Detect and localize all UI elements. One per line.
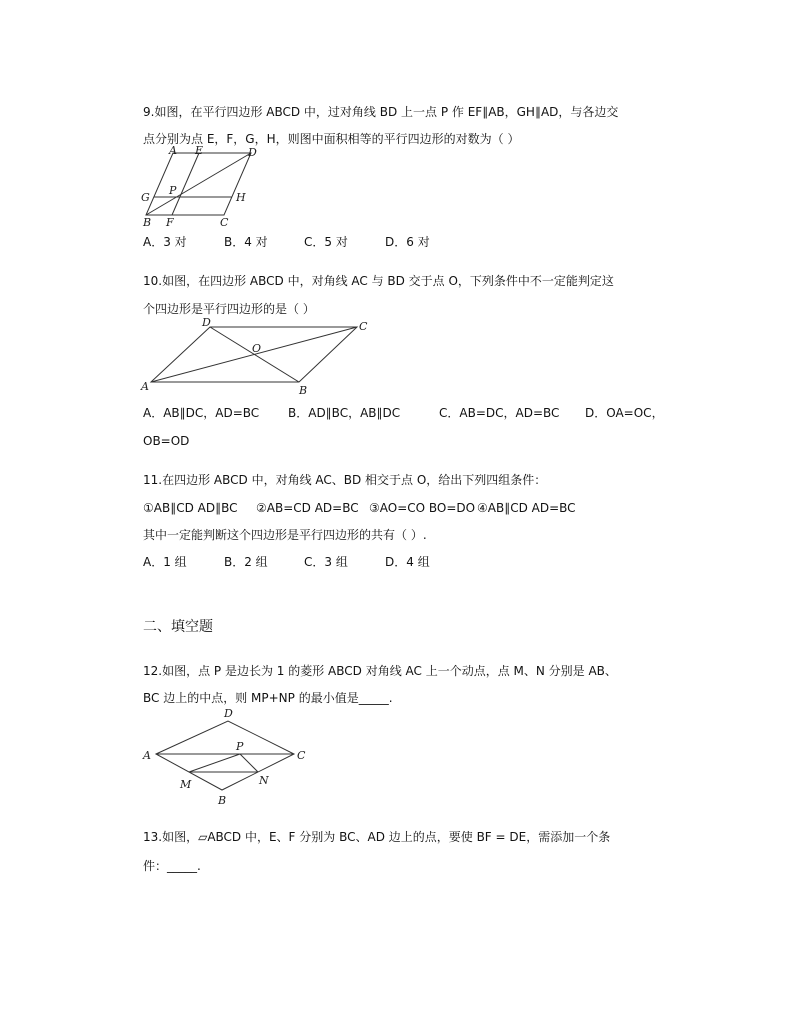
q9-label-d: D [248,146,257,159]
q10-option-a[interactable]: A．AB∥DC，AD=BC [143,406,260,420]
q12-text-line1: 12.如图，点 P 是边长为 1 的菱形 ABCD 对角线 AC 上一个动点，点 M、N 分别是 AB、 [143,664,617,678]
q12-segment-pn [240,754,258,772]
q10-label-b: B [299,384,308,397]
q9-diagonal-bd [146,153,251,215]
q9-label-b: B [143,216,152,229]
q9-label-p: P [169,184,177,197]
q12-figure [138,702,318,810]
q10-option-d-cont: OB=OD [143,434,190,448]
q9-label-a: A [169,144,177,157]
q12-rhombus [156,721,294,790]
q9-label-f: F [166,216,174,229]
q9-option-d[interactable]: D．6 对 [385,235,430,249]
q9-label-g: G [141,191,150,204]
q11-option-a[interactable]: A．1 组 [143,555,187,569]
q13-text-line2: 件：_____. [143,859,201,873]
q11-condition-1: ①AB∥CD AD∥BC [143,501,238,515]
q10-label-c: C [359,320,368,333]
q12-label-c: C [297,749,306,762]
q13-text-line1: 13.如图，▱ABCD 中，E、F 分别为 BC、AD 边上的点，要使 BF = DE，需添加一个条 [143,830,611,844]
q10-option-d[interactable]: D．OA=OC， [585,406,664,420]
q9-label-e: E [195,144,204,157]
q11-condition-4: ④AB∥CD AD=BC [477,501,576,515]
q10-label-a: A [141,380,149,393]
section-fill-in-title: 二、填空题 [143,619,213,635]
q9-text-line1: 9.如图，在平行四边形 ABCD 中，过对角线 BD 上一点 P 作 EF∥AB，GH∥AD，与各边交 [143,105,619,119]
q11-option-b[interactable]: B．2 组 [224,555,268,569]
q9-text-line2: 点分别为点 E，F，G，H，则图中面积相等的平行四边形的对数为（ ） [143,132,520,146]
q12-label-n: N [259,774,269,787]
q11-text-line3: 其中一定能判断这个四边形是平行四边形的共有（ ）. [143,528,427,542]
q12-label-b: B [218,794,227,807]
q10-label-d: D [202,316,211,329]
q10-option-b[interactable]: B．AD∥BC，AB∥DC [288,406,401,420]
q11-option-d[interactable]: D．4 组 [385,555,430,569]
q9-figure [140,144,280,230]
q10-option-c[interactable]: C．AB=DC，AD=BC [439,406,560,420]
q12-label-d: D [224,707,233,720]
q12-label-p: P [236,740,244,753]
q9-label-c: C [220,216,229,229]
q12-label-m: M [180,778,192,791]
q10-figure [138,313,378,399]
q9-option-a[interactable]: A．3 对 [143,235,187,249]
q10-text-line2: 个四边形是平行四边形的是（ ） [143,302,315,316]
q11-condition-2: ②AB=CD AD=BC [256,501,359,515]
q10-text-line1: 10.如图，在四边形 ABCD 中，对角线 AC 与 BD 交于点 O，下列条件中不一定能判定这 [143,274,614,288]
q12-label-a: A [143,749,151,762]
q12-segment-mp [189,754,240,772]
q9-label-h: H [236,191,246,204]
q10-label-o: O [252,342,262,355]
q12-text-line2: BC 边上的中点，则 MP+NP 的最小值是_____. [143,691,393,705]
q9-option-c[interactable]: C．5 对 [304,235,348,249]
q11-option-c[interactable]: C．3 组 [304,555,348,569]
q9-option-b[interactable]: B．4 对 [224,235,268,249]
q11-text-line1: 11.在四边形 ABCD 中，对角线 AC、BD 相交于点 O，给出下列四组条件： [143,473,547,487]
q11-condition-3: ③AO=CO BO=DO [369,501,476,515]
